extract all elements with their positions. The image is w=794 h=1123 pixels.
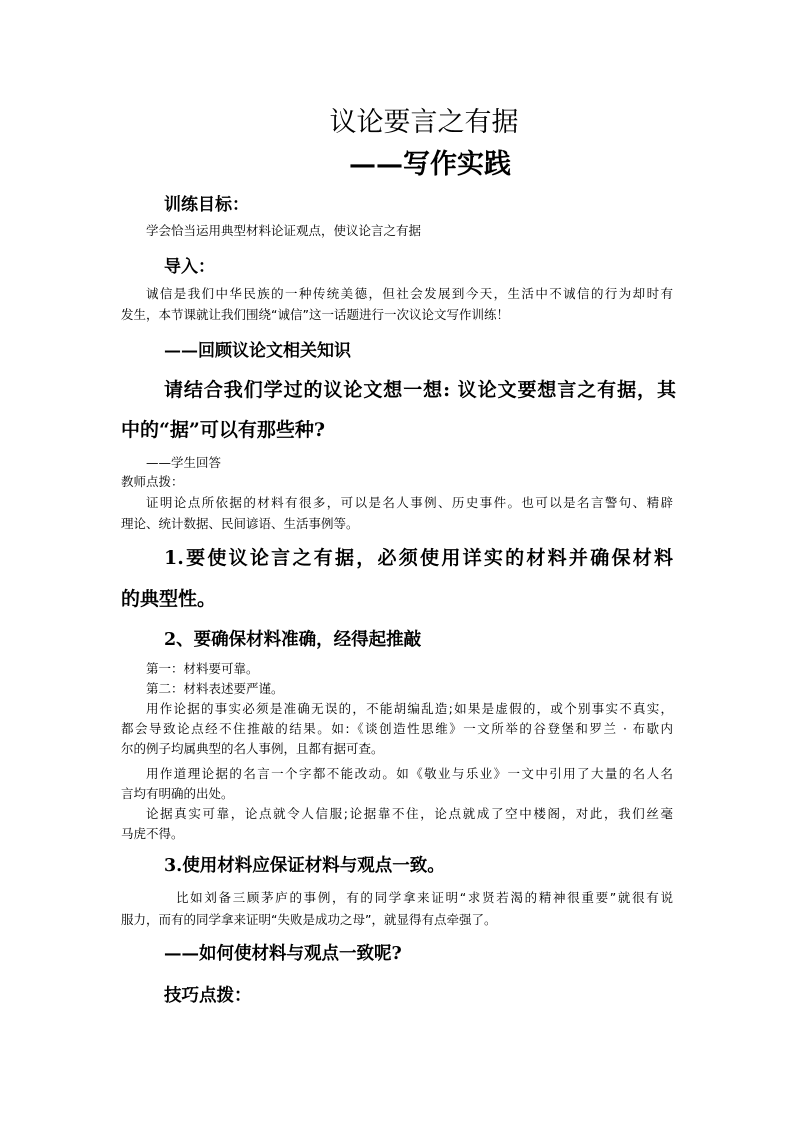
intro-line-1: 诚信是我们中华民族的一种传统美德，但社会发展到今天，生活中不诚信的行为却时有 [146,286,673,301]
doc-subtitle: ——写作实践 [349,149,511,180]
heading-intro: 导入： [164,257,215,277]
student-answer: ——学生回答 [146,455,222,470]
point2-second: 第二：材料表述要严谨。 [146,681,284,696]
tip-line-2: 理论、统计数据、民间谚语、生活事例等。 [121,516,359,531]
teacher-tip-label: 教师点拨： [121,474,184,489]
point2-first: 第一：材料要可靠。 [146,661,259,676]
doc-title: 议论要言之有据 [329,107,519,138]
point1-line-1: 1.要使议论言之有据，必须使用详实的材料并确保材料 [164,547,673,569]
para-b-line-1: 用作道理论据的名言一个字都不能改动。如《敬业与乐业》一文中引用了大量的名人名 [146,766,673,781]
point3-line-1: 比如刘备三顾茅庐的事例，有的同学拿来证明“求贤若渴的精神很重要”就很有说 [176,890,673,905]
para-a-line-3: 尔的例子均属典型的名人事例，且都有据可查。 [121,741,384,756]
goal-text: 学会恰当运用典型材料论证观点，使议论言之有据 [146,223,422,238]
intro-line-2: 发生，本节课就让我们围绕“诚信”这一话题进行一次议论文写作训练！ [121,307,509,322]
para-a-line-1: 用作论据的事实必须是准确无误的，不能胡编乱造;如果是虚假的，或个别事实不真实， [146,701,673,716]
point1-line-2: 的典型性。 [121,588,217,610]
tip-line-1: 证明论点所依据的材料有很多，可以是名人事例、历史事件。也可以是名言警句、精辟 [146,495,673,510]
para-a-line-2: 都会导致论点经不住推敲的结果。如:《谈创造性思维》一文所举的谷登堡和罗兰 · 布歇内 [121,721,673,736]
para-b-line-2: 言均有明确的出处。 [121,786,234,801]
para-c-line-2: 马虎不得。 [121,826,184,841]
heading-consistency: ——如何使材料与观点一致呢? [164,944,402,964]
heading-review: ——回顾议论文相关知识 [164,341,351,361]
point3-heading: 3.使用材料应保证材料与观点一致。 [164,856,445,876]
question-line-2: 中的“据”可以有那些种? [121,419,325,441]
para-c-line-1: 论据真实可靠，论点就令人信服;论据靠不住，论点就成了空中楼阁，对此，我们丝毫 [146,806,673,821]
point2-heading: 2、要确保材料准确，经得起推敲 [164,630,422,650]
heading-technique: 技巧点拨： [164,986,252,1006]
point3-line-2: 服力，而有的同学拿来证明“失败是成功之母”，就显得有点牵强了。 [121,912,497,927]
question-line-1: 请结合我们学过的议论文想一想: 议论文要想言之有据，其 [164,379,676,401]
heading-training-goal: 训练目标： [164,195,249,215]
